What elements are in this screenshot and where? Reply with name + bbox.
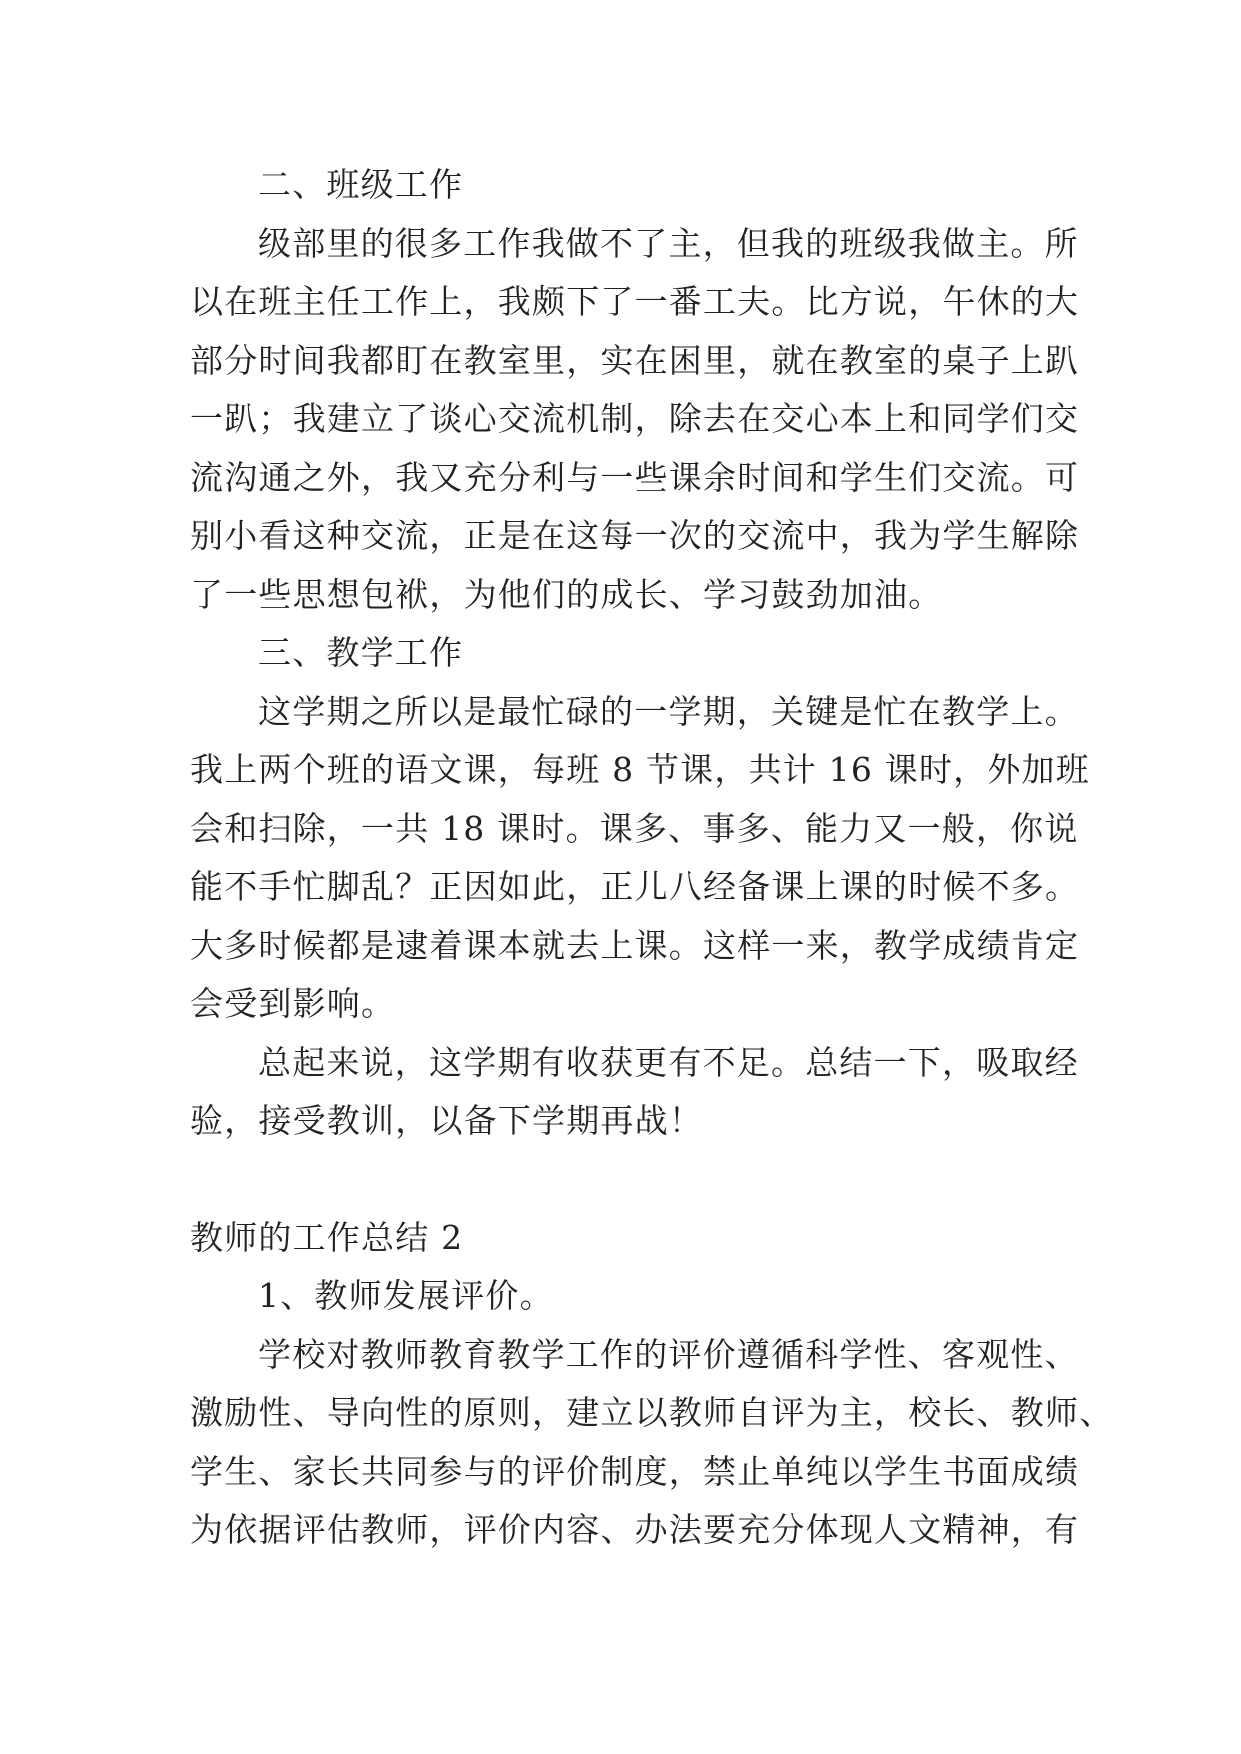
paragraph-line: 会和扫除，一共 18 课时。课多、事多、能力又一般，你说: [190, 808, 1079, 848]
subheading-teacher-evaluation: 1、教师发展评价。: [258, 1276, 554, 1315]
paragraph-line: 级部里的很多工作我做不了主，但我的班级我做主。所: [258, 223, 1079, 263]
paragraph-line: 学生、家长共同参与的评价制度，禁止单纯以学生书面成绩: [190, 1451, 1080, 1491]
paragraph-line: 总起来说，这学期有收获更有不足。总结一下，吸取经: [258, 1042, 1079, 1082]
paragraph-line: 学校对教师教育教学工作的评价遵循科学性、客观性、: [258, 1334, 1079, 1374]
paragraph-line: 了一些思想包袱，为他们的成长、学习鼓劲加油。: [190, 574, 943, 614]
document-title-summary-2: 教师的工作总结 2: [190, 1217, 464, 1257]
paragraph-line: 这学期之所以是最忙碌的一学期，关键是忙在教学上。: [258, 691, 1079, 731]
paragraph-line: 以在班主任工作上，我颇下了一番工夫。比方说，午休的大: [190, 282, 1080, 321]
section-heading-teaching-work: 三、教学工作: [258, 633, 464, 672]
paragraph-line: 会受到影响。: [190, 984, 396, 1023]
paragraph-line: 大多时候都是逮着课本就去上课。这样一来，教学成绩肯定: [190, 925, 1080, 965]
document-body: [190, 156, 1114, 1560]
paragraph-line: 能不手忙脚乱？正因如此，正儿八经备课上课的时候不多。: [190, 867, 1080, 906]
paragraph-line: 流沟通之外，我又充分利与一些课余时间和学生们交流。可: [190, 457, 1080, 497]
paragraph-line: 验，接受教训，以备下学期再战！: [190, 1101, 703, 1140]
paragraph-line: 一趴；我建立了谈心交流机制，除去在交心本上和同学们交: [190, 399, 1080, 438]
paragraph-line: 我上两个班的语文课，每班 8 节课，共计 16 课时，外加班: [190, 750, 1090, 789]
paragraph-line: 别小看这种交流，正是在这每一次的交流中，我为学生解除: [190, 516, 1080, 555]
paragraph-line: 激励性、导向性的原则，建立以教师自评为主，校长、教师、: [190, 1393, 1114, 1432]
paragraph-line: 部分时间我都盯在教室里，实在困里，就在教室的桌子上趴: [190, 340, 1080, 380]
paragraph-line: 为依据评估教师，评价内容、办法要充分体现人文精神，有: [190, 1510, 1080, 1549]
section-gap: [190, 1151, 1070, 1209]
section-heading-class-work: 二、班级工作: [258, 165, 464, 204]
